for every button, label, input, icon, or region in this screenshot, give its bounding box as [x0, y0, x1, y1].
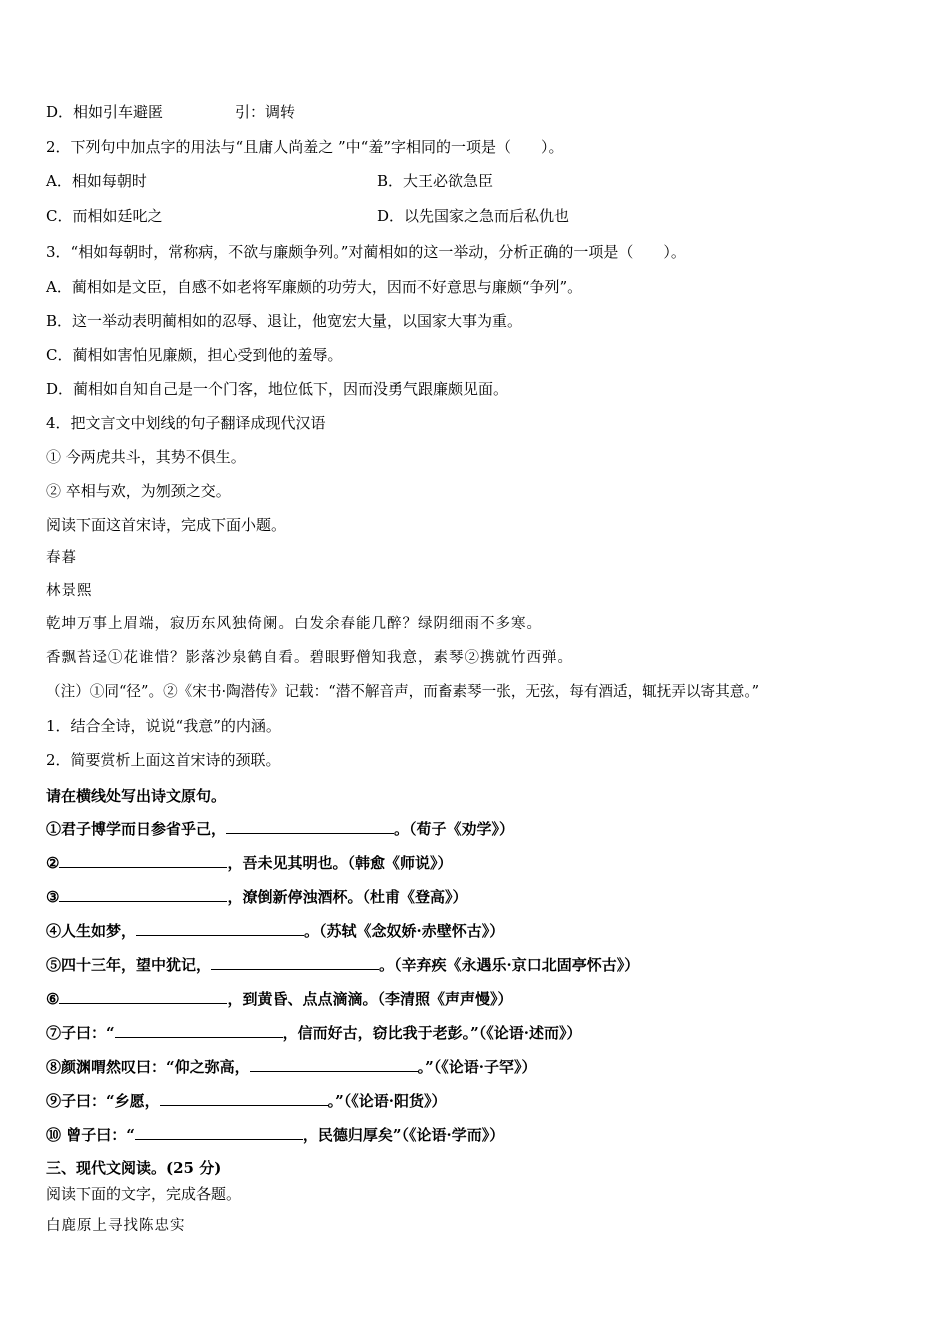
- poem-question-1: 1．结合全诗，说说“我意”的内涵。: [46, 717, 281, 735]
- q3-option-c: C．蔺相如害怕见廉颇，担心受到他的羞辱。: [46, 346, 343, 364]
- q2-option-d: D．以先国家之急而后私仇也: [377, 207, 570, 225]
- section-3-heading: 三、现代文阅读。(25 分): [46, 1159, 222, 1177]
- answer-blank[interactable]: [59, 886, 227, 902]
- q2-option-c: C．而相如廷叱之: [46, 207, 163, 225]
- answer-blank[interactable]: [115, 1022, 283, 1038]
- poem-intro: 阅读下面这首宋诗，完成下面小题。: [46, 516, 287, 534]
- q3-option-a: A．蔺相如是文臣，自感不如老将军廉颇的功劳大，因而不好意思与廉颇“争列”。: [46, 278, 583, 296]
- answer-blank[interactable]: [136, 920, 304, 936]
- section-3-instruction: 阅读下面的文字，完成各题。: [46, 1185, 242, 1203]
- q2-options-ab: [46, 171, 906, 191]
- recite-item-9: ⑨子曰：“乡愿， 。”（《论语·阳货》）: [46, 1092, 447, 1110]
- recite-item-6: ⑥ ，到黄昏、点点滴滴。（李清照《声声慢》）: [46, 990, 513, 1008]
- poem-question-2: 2．简要赏析上面这首宋诗的颈联。: [46, 751, 281, 769]
- q4-sentence-2: ② 卒相与欢，为刎颈之交。: [46, 482, 231, 500]
- poem-line-2: 香飘苔迳①花谁惜？影落沙泉鹤自看。碧眼野僧知我意，素琴②携就竹西弹。: [46, 650, 573, 666]
- q4-stem: 4．把文言文中划线的句子翻译成现代汉语: [46, 414, 326, 432]
- poem-note: （注）①同“径”。②《宋书·陶潜传》记载：“潜不解音声，而畜素琴一张，无弦，每有酒适，辄抚弄以寄其意。”: [46, 683, 760, 700]
- article-title: 白鹿原上寻找陈忠实: [46, 1218, 186, 1234]
- recite-item-7: ⑦子曰：“ ，信而好古，窃比我于老彭。”（《论语·述而》）: [46, 1024, 582, 1042]
- q2-stem: 2．下列句中加点字的用法与“且庸人尚羞之 ”中“羞”字相同的一项是（ ）。: [46, 138, 564, 156]
- q4-sentence-1: ① 今两虎共斗，其势不俱生。: [46, 448, 246, 466]
- recite-item-8: ⑧颜渊喟然叹曰：“仰之弥高， 。”（《论语·子罕》）: [46, 1058, 537, 1076]
- q1-option-d: D．相如引车避匿 引：调转: [46, 103, 296, 121]
- q3-stem: 3．“相如每朝时，常称病，不欲与廉颇争列。”对蔺相如的这一举动，分析正确的一项是（ ）。: [46, 243, 686, 261]
- recite-heading: 请在横线处写出诗文原句。: [46, 787, 227, 805]
- q2-option-a: A．相如每朝时: [46, 172, 147, 190]
- answer-blank[interactable]: [59, 852, 227, 868]
- answer-blank[interactable]: [59, 988, 227, 1004]
- recite-item-4: ④人生如梦， 。（苏轼《念奴娇·赤壁怀古》）: [46, 922, 505, 940]
- answer-blank[interactable]: [135, 1124, 303, 1140]
- q3-option-b: B．这一举动表明蔺相如的忍辱、退让，他宽宏大量，以国家大事为重。: [46, 312, 523, 330]
- recite-item-3: ③ ，潦倒新停浊酒杯。（杜甫《登高》）: [46, 888, 468, 906]
- poem-title: 春暮: [46, 550, 77, 566]
- q2-options-cd: [46, 206, 906, 226]
- recite-item-10: ⑩ 曾子曰：“ ，民德归厚矣”（《论语·学而》）: [46, 1126, 505, 1144]
- q2-option-b: B．大王必欲急臣: [377, 172, 494, 190]
- q3-option-d: D．蔺相如自知自己是一个门客，地位低下，因而没勇气跟廉颇见面。: [46, 380, 509, 398]
- answer-blank[interactable]: [211, 954, 379, 970]
- answer-blank[interactable]: [226, 818, 394, 834]
- recite-item-2: ② ，吾未见其明也。（韩愈《师说》）: [46, 854, 453, 872]
- answer-blank[interactable]: [250, 1056, 418, 1072]
- answer-blank[interactable]: [160, 1090, 328, 1106]
- poem-line-1: 乾坤万事上眉端，寂历东风独倚阑。白发余春能几醉？绿阴细雨不多寒。: [46, 616, 542, 632]
- recite-item-1: ①君子博学而日参省乎己， 。（荀子《劝学》）: [46, 820, 515, 838]
- poem-author: 林景熙: [46, 583, 93, 599]
- recite-item-5: ⑤四十三年，望中犹记， 。（辛弃疾《永遇乐·京口北固亭怀古》）: [46, 956, 640, 974]
